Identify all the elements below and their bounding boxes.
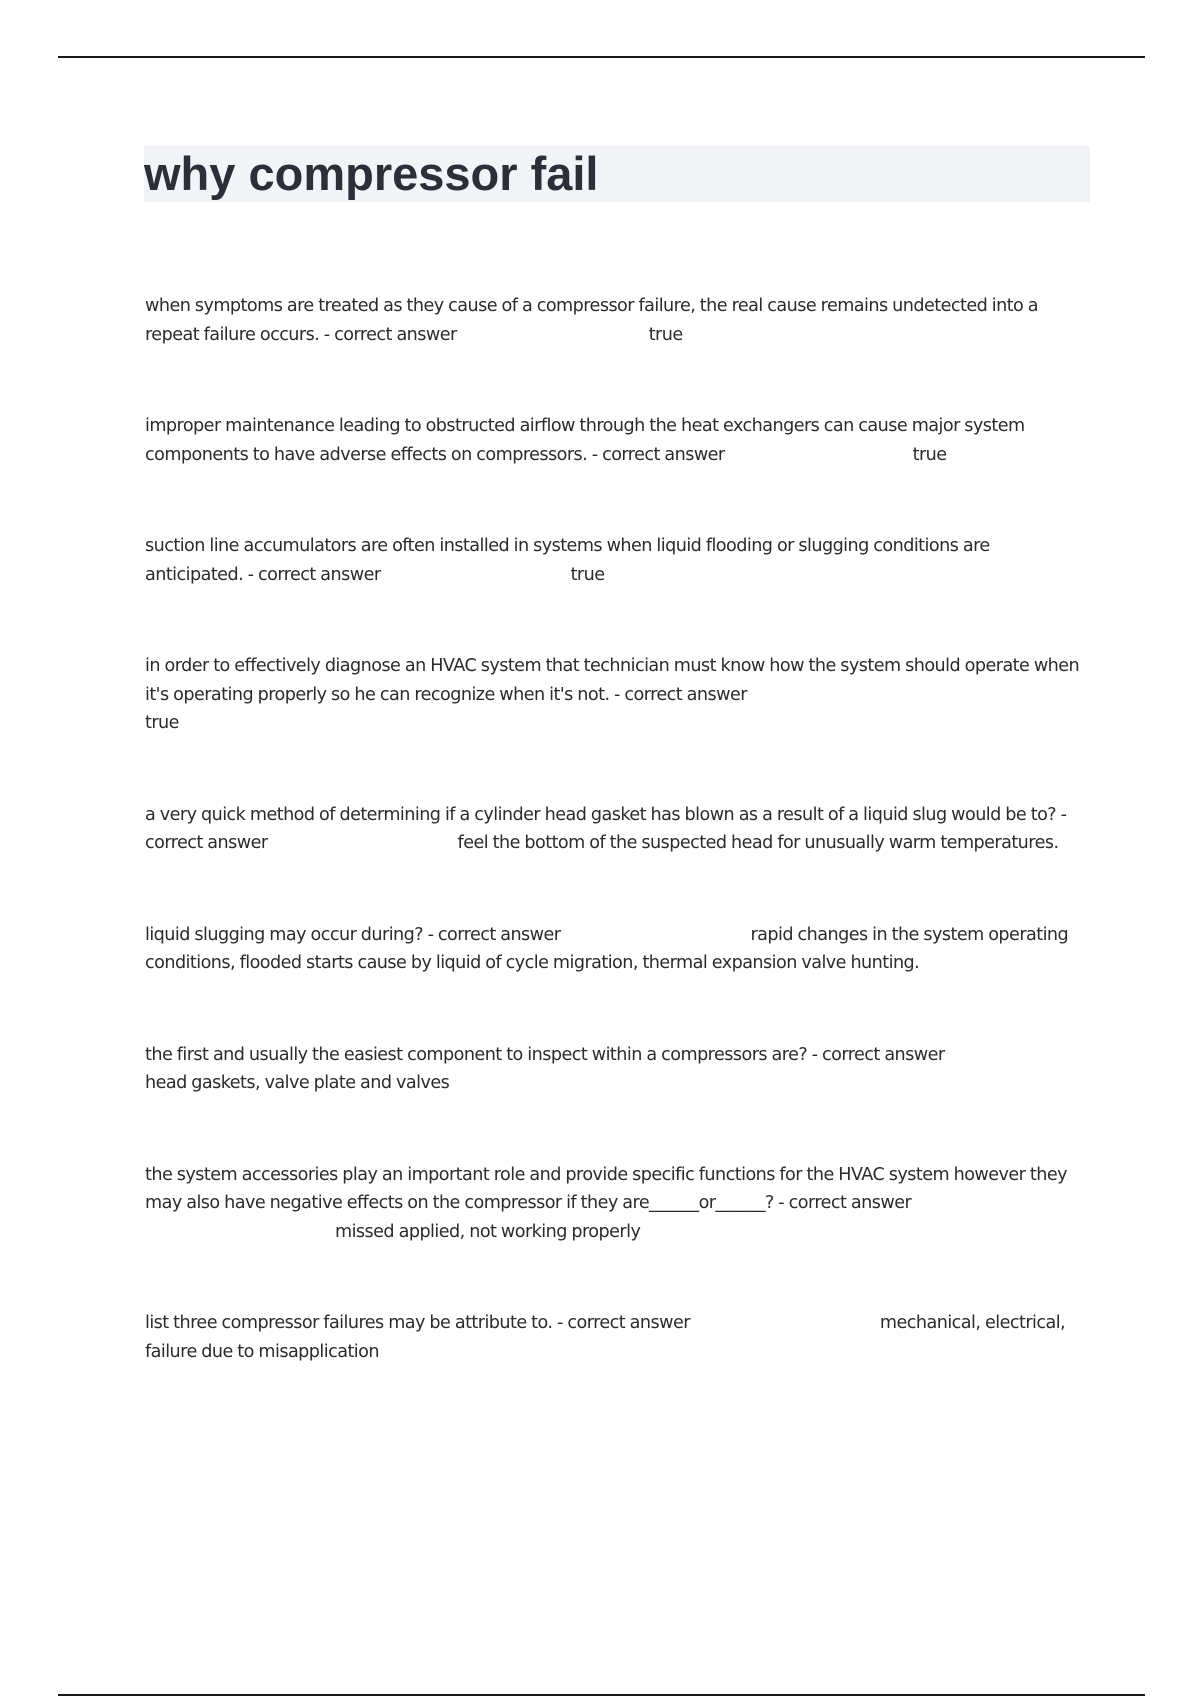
answer-text: mechanical, electrical, failure due to misapplication <box>145 1313 1066 1362</box>
answer-text: rapid changes in the system operating conditions, flooded starts cause by liquid of cycle migration, thermal expansion valve hunting. <box>145 924 1069 973</box>
answer-text: true <box>570 564 605 585</box>
qa-item-3 <box>145 532 1090 589</box>
qa-item-5 <box>145 801 1090 858</box>
answer-text: true <box>912 444 947 465</box>
answer-text: true <box>648 324 683 345</box>
answer-separator: - correct answer <box>423 924 561 945</box>
qa-item-8 <box>145 1161 1090 1247</box>
answer-separator: - correct answer <box>243 564 381 585</box>
qa-item-6 <box>145 921 1090 978</box>
question-text: improper maintenance leading to obstructed airflow through the heat exchangers can cause major system components to have adverse effects on compressors. <box>145 416 1025 465</box>
answer-separator: - correct answer <box>319 324 457 345</box>
answer-separator: - correct answer <box>145 804 1067 853</box>
question-text: in order to effectively diagnose an HVAC system that technician must know how the system should operate when it's operating properly so he can recognize when it's not. <box>145 656 1080 705</box>
top-rule <box>58 56 1145 58</box>
question-text: list three compressor failures may be attribute to. <box>145 1313 553 1333</box>
answer-text: missed applied, not working properly <box>335 1221 641 1242</box>
qa-item-2 <box>145 412 1090 469</box>
answer-separator: - correct answer <box>807 1044 945 1065</box>
answer-text: feel the bottom of the suspected head for unusually warm temperatures. <box>457 833 1059 853</box>
question-text: suction line accumulators are often installed in systems when liquid flooding or slugging conditions are anticipated. <box>145 536 990 585</box>
answer-separator: - correct answer <box>609 684 747 705</box>
question-text: the first and usually the easiest component to inspect within a compressors are? <box>145 1044 808 1065</box>
question-text: the system accessories play an important role and provide specific functions for the HVAC system however they may also have negative effects on the compressor if they are______or______? <box>145 1164 1067 1213</box>
qa-item-7 <box>145 1041 1090 1098</box>
answer-text: head gaskets, valve plate and valves <box>145 1073 450 1093</box>
answer-text: true <box>145 713 179 733</box>
question-text: when symptoms are treated as they cause of a compressor failure, the real cause remains undetected into a repeat failure occurs. <box>145 296 1039 345</box>
bottom-rule <box>58 1694 1145 1696</box>
qa-item-4 <box>145 652 1090 738</box>
question-text: liquid slugging may occur during? <box>145 924 424 945</box>
qa-item-1 <box>145 292 1090 349</box>
answer-separator: - correct answer <box>552 1313 690 1333</box>
answer-separator: - correct answer <box>587 444 725 465</box>
question-text: a very quick method of determining if a cylinder head gasket has blown as a result of a liquid slug would be to? <box>145 804 1057 825</box>
page-title: why compressor fail <box>144 147 599 200</box>
qa-list <box>145 292 1090 1429</box>
answer-separator: - correct answer <box>773 1193 912 1213</box>
qa-item-9 <box>145 1309 1090 1366</box>
